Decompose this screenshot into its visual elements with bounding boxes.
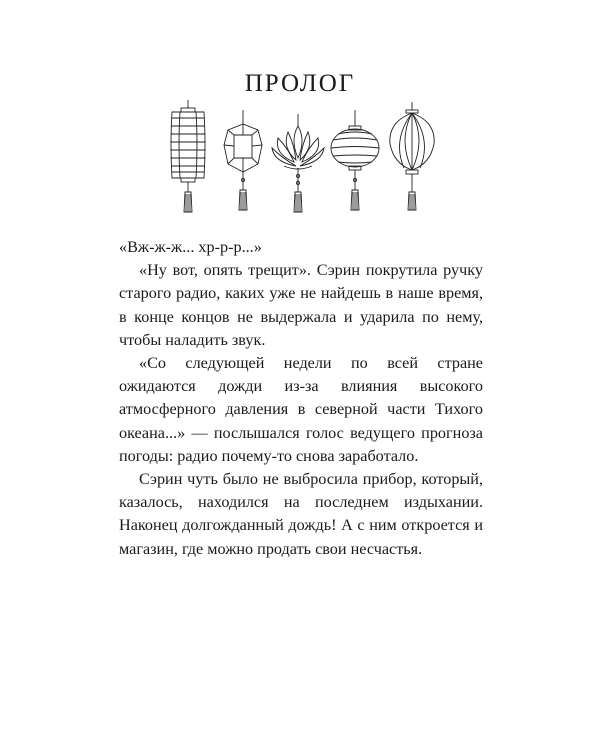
paragraph-long-awaited-rain: Сэрин чуть было не выбросила прибор, который, казалось, находился на последнем издыхании. Наконец долгожданный дождь! А с ним откроется и магазин, где можно продать свои несчастья. (119, 470, 483, 558)
geometric-lantern-icon (224, 110, 262, 210)
paragraph-radio-noise: «Вж-ж-ж... хр-р-р...» (119, 238, 262, 256)
paragraph-serin-radio: «Ну вот, опять трещит». Сэрин покрутила ручку старого радио, каких уже не найдешь в наше время, в конце концов не выдержала и ударила по нему, чтобы наладить звук. (119, 261, 483, 349)
chapter-title: ПРОЛОГ (244, 70, 356, 97)
lotus-lantern-icon (272, 114, 324, 212)
prologue-text (119, 236, 483, 561)
round-lantern-icon (331, 110, 379, 210)
cylinder-lantern-icon (170, 100, 205, 212)
teardrop-lantern-icon (390, 102, 434, 210)
chinese-lanterns-icon (150, 100, 450, 220)
paragraph-weather-forecast: «Со следующей недели по всей стране ожидаются дожди из-за влияния высокого атмосферного давления в северной части Тихого океана...» — послышался голос ведущего прогноза погоды: радио почему-то снова заработало. (119, 354, 483, 465)
